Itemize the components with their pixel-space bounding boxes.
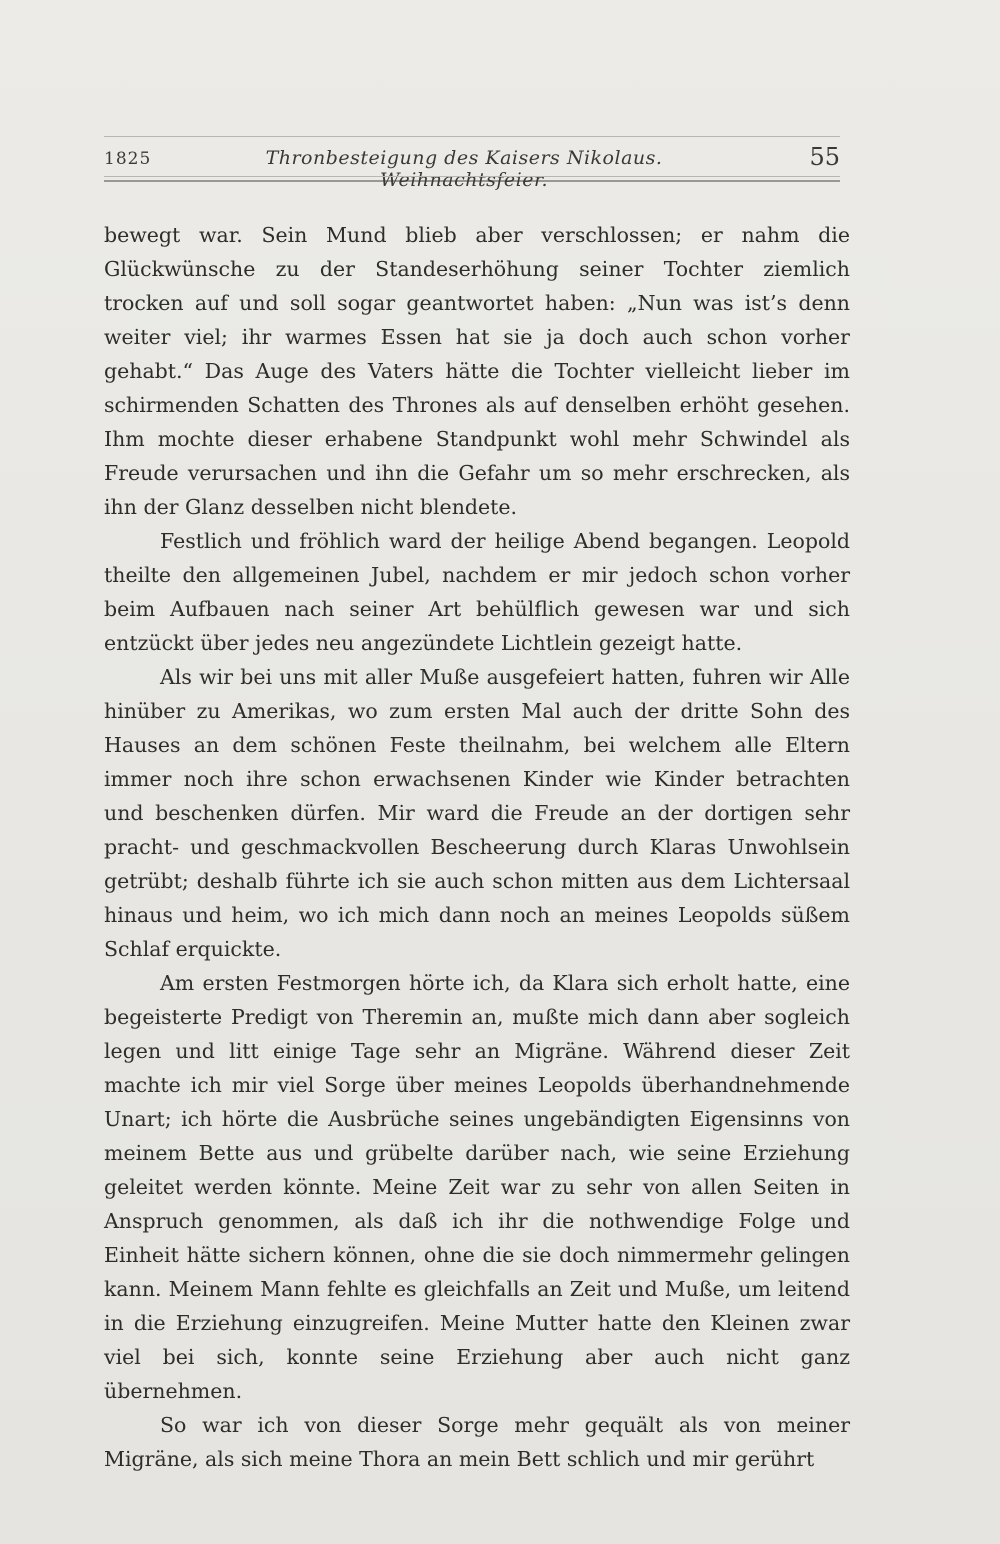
header-rule [104,176,840,177]
paragraph-thora: So war ich von dieser Sorge mehr gequält als von meiner Migräne, als sich meine Thora an mein Bett schlich und mir gerührt [104,1413,850,1471]
paragraph-first-feast-morning: Am ersten Festmorgen hörte ich, da Klara sich erholt hatte, eine begeisterte Predigt von Theremin an, mußte mich dann aber sogleich legen und litt einige Tage sehr an Migräne. Während dieser Zeit machte ich mir viel Sorge über meines Leopolds überhandnehmende Unart; ich hörte die Ausbrüche seines ungebändigten Eigensinns von meinem Bette aus und grübelte darüber nach, wie seine Erziehung geleitet werden könnte. Meine Zeit war zu sehr von allen Seiten in Anspruch genommen, als daß ich ihr die nothwendige Folge und Einheit hätte sichern können, ohne die sie doch nimmermehr gelingen kann. Meinem Mann fehlte es gleichfalls an Zeit und Muße, um leitend in die Erziehung einzugreifen. Meine Mutter hatte den Kleinen zwar viel bei sich, konnte seine Erziehung aber auch nicht ganz übernehmen. [104,971,850,1403]
header-running-title: Thronbesteigung des Kaisers Nikolaus. Weihnachtsfeier. [265,147,663,191]
paragraph-amerikas: Als wir bei uns mit aller Muße ausgefeiert hatten, fuhren wir Alle hinüber zu Amerikas, wo zum ersten Mal auch der dritte Sohn des Hauses an dem schönen Feste theilnahm, bei welchem alle Eltern immer noch ihre schon erwachsenen Kinder wie Kinder betrachten und beschenken dürfen. Mir ward die Freude an der dortigen sehr pracht- und geschmackvollen Bescheerung durch Klaras Unwohlsein getrübt; deshalb führte ich sie auch schon mitten aus dem Lichtersaal hinaus und heim, wo ich mich dann noch an meines Leopolds süßem Schlaf erquickte. [104,665,850,961]
running-header [104,136,840,191]
paragraph-christmas-eve: Festlich und fröhlich ward der heilige Abend begangen. Leopold theilte den allgemeinen Jubel, nachdem er mir jedoch schon vorher beim Aufbauen nach seiner Art behülflich gewesen war und sich entzückt über jedes neu angezündete Lichtlein gezeigt hatte. [104,529,850,655]
page-number: 55 [809,143,840,171]
paragraph-continuation: bewegt war. Sein Mund blieb aber verschlossen; er nahm die Glückwünsche zu der Standeserhöhung seiner Tochter ziemlich trocken auf und soll sogar geantwortet haben: „Nun was ist’s denn weiter viel; ihr warmes Essen hat sie ja doch auch schon vorher gehabt.“ Das Auge des Vaters hätte die Tochter vielleicht lieber im schirmenden Schatten des Thrones als auf denselben erhöht gesehen. Ihm mochte dieser erhabene Standpunkt wohl mehr Schwindel als Freude verursachen und ihn die Gefahr um so mehr erschrecken, als ihn der Glanz desselben nicht blendete. [104,223,850,519]
header-year: 1825 [104,149,152,169]
body-text [104,218,850,1476]
